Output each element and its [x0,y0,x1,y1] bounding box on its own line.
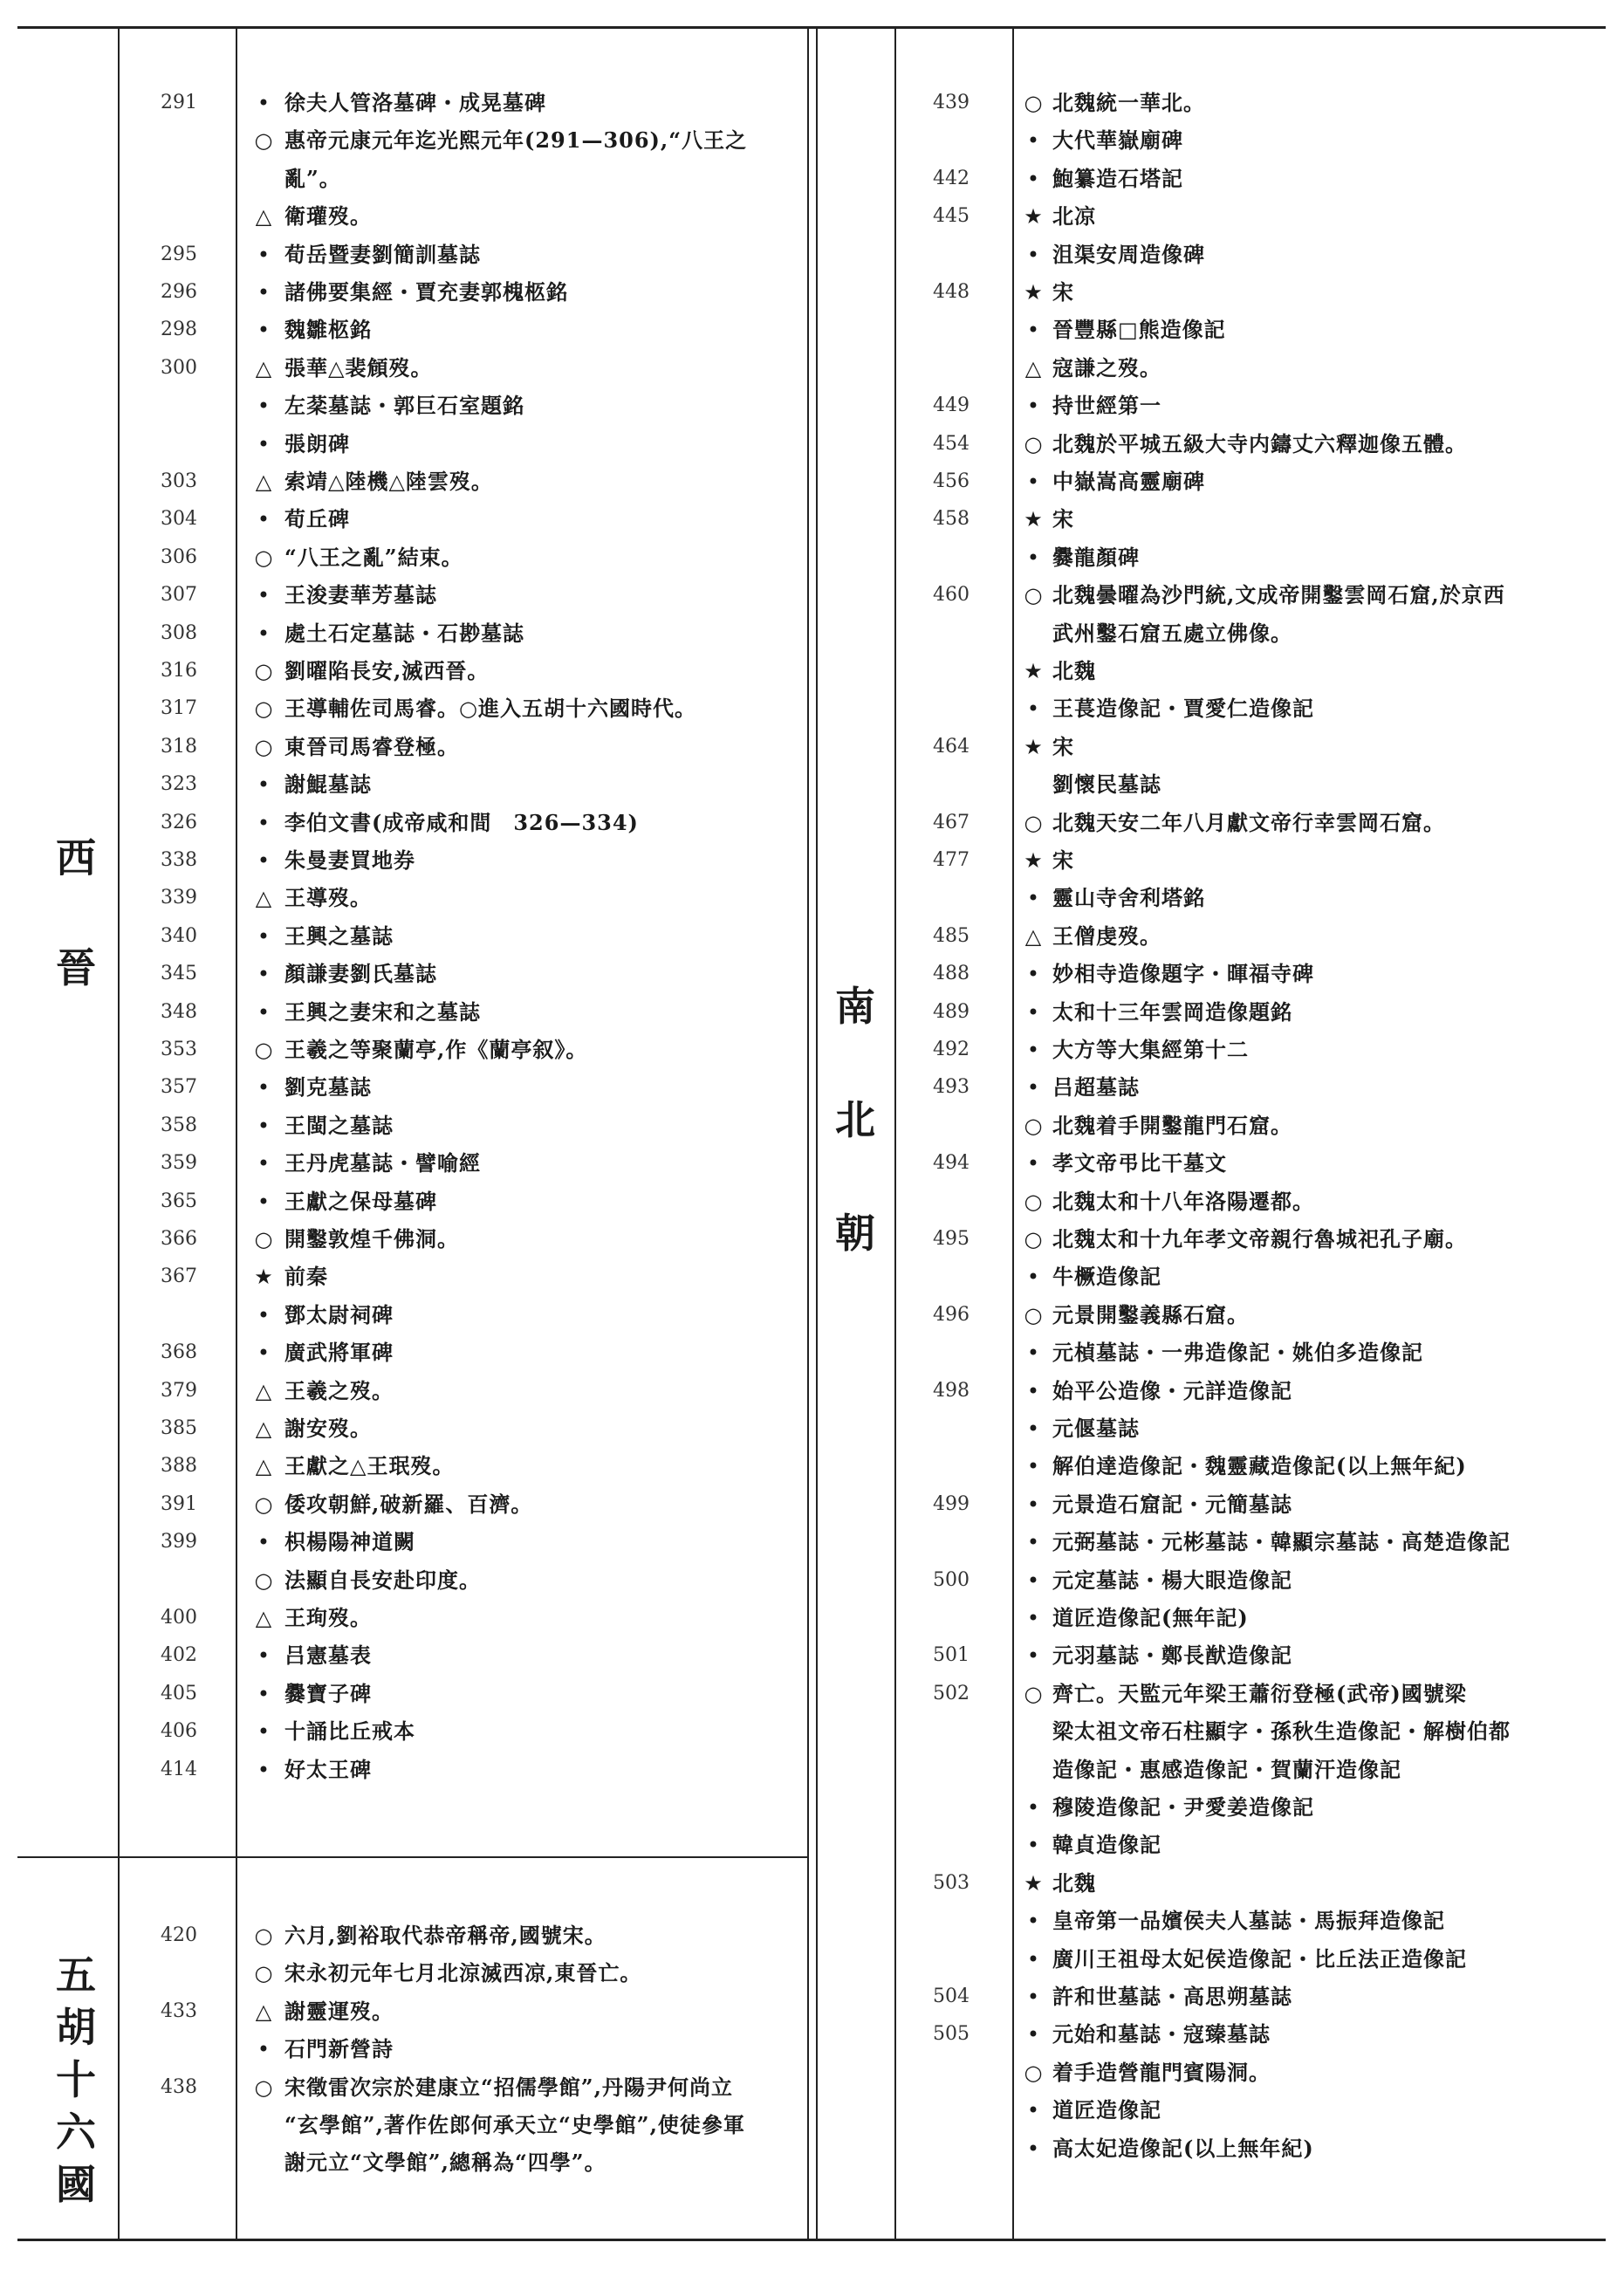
entry-marker-icon: • [257,1643,271,1669]
year-cell: 385 [161,1417,197,1439]
entry-marker-icon: ★ [1024,659,1043,683]
entry-marker-icon: • [1026,1606,1040,1630]
entry-text: 高太妃造像記(以上無年紀) [1052,2135,1314,2161]
entry-text: 道匠造像記 [1052,2097,1161,2123]
entry-text: “八王之亂”結束。 [284,544,463,570]
entry-marker-icon: △ [255,1416,272,1441]
timeline-row [0,1864,1096,1903]
entry-text: 韓貞造像記 [1052,1832,1161,1858]
entry-text: 荀丘碑 [284,506,350,532]
entry-marker-icon: △ [255,1606,272,1630]
entry-marker-icon: • [1026,318,1040,343]
entry-text: 謝安歿。 [284,1416,372,1441]
entry-marker-icon: • [1026,470,1040,494]
entry-text: 沮渠安周造像碑 [1052,241,1205,267]
year-cell: 495 [933,1228,970,1250]
entry-text: 惠帝元康元年迄光熙元年(291—306),“八王之 [284,127,748,154]
year-cell: 339 [161,887,197,909]
entry-text: 王僧虔歿。 [1052,922,1161,949]
entry-marker-icon: ○ [1024,1113,1043,1138]
entry-text: 王興之妻宋和之墓誌 [284,998,481,1025]
entry-marker-icon: • [257,1341,271,1366]
entry-marker-icon: • [257,848,271,873]
year-cell: 494 [933,1152,970,1175]
entry-text: 元定墓誌・楊大眼造像記 [1052,1567,1292,1593]
entry-marker-icon: ○ [254,1567,273,1593]
entry-marker-icon: ○ [1024,91,1043,115]
entry-text: 王珣歿。 [284,1605,372,1630]
entry-text: 王浚妻華芳墓誌 [284,582,437,608]
year-cell: 345 [161,963,197,985]
entry-text: 宋 [1052,279,1074,305]
entry-marker-icon: ○ [254,659,273,683]
entry-marker-icon: ○ [254,1924,273,1948]
entry-marker-icon: • [257,962,271,987]
entry-marker-icon: • [257,772,271,798]
entry-text: 王丹虎墓誌・譬喻經 [284,1150,481,1176]
entry-marker-icon: • [257,507,271,532]
entry-marker-icon: ○ [254,1227,273,1252]
entry-text: 張朗碑 [284,430,350,456]
entry-text: 顏謙妻劉氏墓誌 [284,961,437,987]
entry-marker-icon: • [1026,545,1040,570]
entry-marker-icon: ○ [1024,810,1043,835]
entry-marker-icon: • [1026,886,1040,911]
entry-text: 牛橛造像記 [1052,1264,1161,1290]
entry-text: 謝鯤墓誌 [284,772,372,798]
entry-text: “玄學館”,著作佐郎何承天立“史學館”,使徒參軍 [284,2112,745,2137]
entry-text: 王獻之保母墓碑 [284,1188,437,1214]
year-cell: 402 [161,1644,197,1667]
year-cell: 295 [161,243,197,265]
entry-marker-icon: ○ [254,734,273,759]
year-cell: 500 [933,1568,970,1591]
year-cell: 338 [161,849,197,871]
year-cell: 445 [933,205,970,228]
year-cell: 460 [933,584,970,607]
entry-text: 王閩之墓誌 [284,1112,394,1138]
year-cell: 400 [161,1607,197,1629]
entry-marker-icon: • [1026,1795,1040,1820]
year-cell: 488 [933,963,970,985]
year-cell: 496 [933,1303,970,1326]
entry-text: 齊亡。天監元年梁王蕭衍登極(武帝)國號梁 [1052,1680,1467,1706]
year-cell: 317 [161,697,197,720]
entry-text: 道匠造像記(無年記) [1052,1605,1249,1630]
year-cell: 304 [161,508,197,531]
entry-marker-icon: • [257,318,271,343]
entry-marker-icon: • [1026,1454,1040,1479]
entry-text: 吕超墓誌 [1052,1074,1140,1101]
entry-text: 魏雛柩銘 [284,317,372,343]
era-character: 朝 [835,1210,875,1257]
year-cell: 420 [161,1924,197,1946]
entry-marker-icon: ★ [1024,507,1043,532]
entry-marker-icon: ○ [254,696,273,722]
entry-text: 十誦比丘戒本 [284,1718,415,1745]
year-cell: 505 [933,2023,970,2046]
entry-marker-icon: △ [255,470,272,494]
entry-marker-icon: ○ [254,1492,273,1517]
entry-marker-icon: ★ [1024,204,1043,230]
entry-marker-icon: • [1026,962,1040,987]
entry-text: 諸佛要集經・賈充妻郭槐柩銘 [284,279,568,305]
year-cell: 359 [161,1152,197,1175]
entry-text: 宋 [1052,733,1074,759]
entry-text: 徐夫人管洛墓碑・成晃墓碑 [284,90,546,115]
entry-text: 衛瓘歿。 [284,203,372,230]
entry-marker-icon: • [257,1113,271,1138]
entry-text: 元景造石窟記・元簡墓誌 [1052,1491,1292,1517]
entry-text: 王萇造像記・賈愛仁造像記 [1052,696,1314,722]
year-cell: 326 [161,811,197,833]
entry-text: 許和世墓誌・高思朔墓誌 [1052,1984,1292,2009]
year-cell: 318 [161,735,197,758]
entry-marker-icon: ★ [254,1265,273,1290]
entry-marker-icon: ○ [254,1961,273,1986]
entry-text: 梁太祖文帝石柱顯字・孫秋生造像記・解樹伯都 [1052,1718,1511,1745]
year-cell: 296 [161,281,197,303]
era-character: 南 [835,983,875,1030]
entry-marker-icon: • [1026,2136,1040,2161]
entry-marker-icon: • [1026,1151,1040,1176]
entry-marker-icon: • [1026,1530,1040,1555]
entry-marker-icon: ○ [1024,583,1043,608]
entry-text: 北凉 [1052,203,1096,230]
year-cell: 414 [161,1758,197,1780]
year-cell: 489 [933,1000,970,1023]
entry-text: 宋 [1052,847,1074,873]
entry-marker-icon: ★ [1024,1870,1043,1896]
year-cell: 348 [161,1000,197,1023]
entry-marker-icon: • [257,1757,271,1782]
year-cell: 501 [933,1644,970,1667]
entry-marker-icon: ★ [1024,848,1043,873]
era-character: 六 [56,2109,96,2156]
entry-text: 吕憲墓表 [284,1642,372,1669]
entry-marker-icon: ○ [254,545,273,570]
entry-text: 劉曜陷長安,滅西晉。 [284,658,490,683]
entry-marker-icon: • [1026,999,1040,1025]
entry-marker-icon: • [257,2037,271,2062]
year-cell: 399 [161,1531,197,1553]
year-cell: 439 [933,92,970,113]
year-cell: 340 [161,924,197,947]
entry-text: 王羲之歿。 [284,1377,394,1403]
entry-text: 張華△裴頠歿。 [284,354,433,381]
year-cell: 464 [933,735,970,758]
entry-marker-icon: • [1026,1946,1040,1972]
era-character: 十 [56,2056,96,2103]
entry-text: 處土石定墓誌・石尠墓誌 [284,620,524,646]
entry-text: 倭攻朝鮮,破新羅、百濟。 [284,1491,533,1517]
year-cell: 303 [161,470,197,492]
year-cell: 357 [161,1076,197,1099]
entry-marker-icon: • [1026,1416,1040,1441]
entry-marker-icon: • [257,1719,271,1745]
entry-text: 着手造營龍門賓陽洞。 [1052,2059,1271,2085]
entry-text: 劉克墓誌 [284,1074,372,1101]
year-cell: 406 [161,1720,197,1743]
entry-text: 解伯達造像記・魏靈藏造像記(以上無年紀) [1052,1453,1467,1479]
entry-text: 北魏 [1052,1869,1096,1896]
entry-text: 始平公造像・元詳造像記 [1052,1377,1292,1403]
entry-text: 開鑿敦煌千佛洞。 [284,1226,459,1252]
era-character: 五 [56,1951,96,1999]
entry-marker-icon: △ [255,355,272,381]
entry-text: 北魏着手開鑿龍門石窟。 [1052,1112,1292,1138]
year-cell: 458 [933,508,970,531]
entry-marker-icon: • [1026,128,1040,154]
entry-text: 元景開鑿義縣石窟。 [1052,1301,1249,1327]
entry-marker-icon: • [257,1189,271,1214]
year-cell: 442 [933,167,970,189]
entry-marker-icon: ○ [1024,1302,1043,1327]
entry-text: 穆陵造像記・尹愛姜造像記 [1052,1794,1314,1820]
entry-marker-icon: △ [255,886,272,911]
entry-marker-icon: • [257,1530,271,1555]
year-cell: 367 [161,1265,197,1288]
entry-text: 造像記・惠感造像記・賀蘭汗造像記 [1052,1756,1401,1782]
entry-marker-icon: • [257,280,271,305]
year-cell: 454 [933,432,970,455]
entry-marker-icon: △ [255,204,272,230]
entry-marker-icon: • [1026,1075,1040,1101]
year-cell: 300 [161,356,197,379]
entry-text: 枳楊陽神道闕 [284,1529,415,1555]
year-cell: 388 [161,1455,197,1478]
entry-text: 靈山寺舍利塔銘 [1052,885,1205,911]
year-cell: 492 [933,1039,970,1060]
year-cell: 433 [161,1999,197,2022]
entry-marker-icon: • [1026,1833,1040,1858]
entry-text: 北魏統一華北。 [1052,90,1205,115]
entry-marker-icon: ○ [1024,431,1043,456]
year-cell: 306 [161,545,197,568]
entry-marker-icon: △ [255,1378,272,1403]
entry-text: 前秦 [284,1264,328,1290]
entry-text: 太和十三年雲岡造像題銘 [1052,998,1292,1025]
entry-marker-icon: • [257,923,271,949]
year-cell: 366 [161,1228,197,1250]
entry-text: 皇帝第一品嬪侯夫人墓誌・馬振拜造像記 [1052,1908,1445,1934]
entry-marker-icon: • [1026,2022,1040,2047]
entry-text: 宋 [1052,506,1074,532]
year-cell: 358 [161,1114,197,1136]
entry-marker-icon: ★ [1024,734,1043,759]
entry-text: 寇謙之歿。 [1052,354,1161,381]
year-cell: 449 [933,394,970,417]
era-character: 西 [56,834,96,881]
year-cell: 368 [161,1341,197,1364]
entry-text: 北魏太和十八年洛陽遷都。 [1052,1188,1314,1214]
entry-marker-icon: • [1026,394,1040,419]
year-cell: 298 [161,319,197,341]
entry-marker-icon: • [257,810,271,835]
entry-text: 北魏 [1052,658,1096,683]
entry-marker-icon: ○ [254,128,273,154]
entry-marker-icon: △ [1024,355,1042,381]
entry-marker-icon: • [257,1302,271,1327]
entry-marker-icon: • [1026,242,1040,267]
entry-text: 元始和墓誌・寇臻墓誌 [1052,2021,1271,2047]
entry-marker-icon: △ [255,1454,272,1479]
year-cell: 308 [161,621,197,644]
entry-text: 宋永初元年七月北涼滅西凉,東晉亡。 [284,1960,642,1986]
entry-text: 爨龍顏碑 [1052,544,1140,570]
era-character: 國 [56,2161,96,2208]
year-cell: 391 [161,1492,197,1515]
entry-marker-icon: • [1026,166,1040,191]
entry-marker-icon: • [257,242,271,267]
year-cell: 504 [933,1985,970,2007]
timeline-row [0,1826,1161,1864]
entry-marker-icon: • [257,1075,271,1101]
entry-marker-icon: • [1026,2098,1040,2123]
entry-text: 元楨墓誌・一弗造像記・姚伯多造像記 [1052,1340,1423,1366]
year-cell: 323 [161,773,197,796]
entry-marker-icon: ○ [1024,1227,1043,1252]
entry-text: 朱曼妻買地券 [284,847,415,873]
entry-text: 王導歿。 [284,885,372,911]
entry-marker-icon: ○ [1024,1681,1043,1706]
entry-marker-icon: • [1026,1038,1040,1062]
year-cell: 485 [933,924,970,947]
year-cell: 307 [161,584,197,607]
entry-text: 王導輔佐司馬睿。○進入五胡十六國時代。 [284,696,696,722]
entry-text: 李伯文書(成帝咸和間 326—334) [284,809,639,835]
entry-marker-icon: ★ [1024,280,1043,305]
entry-marker-icon: • [257,431,271,456]
entry-marker-icon: • [257,91,271,115]
entry-marker-icon: • [1026,1643,1040,1669]
year-cell: 498 [933,1379,970,1402]
entry-marker-icon: • [1026,696,1040,722]
entry-text: 元弼墓誌・元彬墓誌・韓顯宗墓誌・高楚造像記 [1052,1529,1511,1555]
entry-marker-icon: • [1026,1985,1040,2009]
year-cell: 456 [933,470,970,492]
year-cell: 467 [933,811,970,833]
entry-text: 劉懷民墓誌 [1052,772,1161,798]
entry-text: 王羲之等聚蘭亭,作《蘭亭叙》。 [284,1037,588,1062]
entry-text: 中嶽嵩高靈廟碑 [1052,469,1205,494]
entry-marker-icon: • [1026,1492,1040,1517]
entry-text: 大方等大集經第十二 [1052,1037,1249,1062]
entry-marker-icon: • [257,1681,271,1706]
entry-marker-icon: • [1026,1378,1040,1403]
year-cell: 353 [161,1039,197,1060]
entry-marker-icon: • [1026,1265,1040,1290]
year-cell: 379 [161,1379,197,1402]
entry-text: 宋徵雷次宗於建康立“招儒學館”,丹陽尹何尚立 [284,2074,733,2100]
era-character: 晉 [56,944,96,991]
entry-text: 法顯自長安赴印度。 [284,1567,481,1593]
year-cell: 448 [933,281,970,303]
entry-text: 北魏太和十九年孝文帝親行魯城祀孔子廟。 [1052,1226,1467,1252]
entry-text: 石門新營詩 [284,2036,394,2062]
entry-text: 廣武將軍碑 [284,1340,394,1366]
entry-text: 亂”。 [284,165,341,191]
entry-text: 武州鑿石窟五處立佛像。 [1052,620,1292,646]
entry-text: 元偃墓誌 [1052,1416,1140,1441]
entry-marker-icon: • [1026,1341,1040,1366]
year-cell: 499 [933,1492,970,1515]
year-cell: 405 [161,1682,197,1704]
year-cell: 503 [933,1871,970,1894]
year-cell: 502 [933,1682,970,1704]
entry-text: 持世經第一 [1052,393,1161,419]
entry-marker-icon: • [257,999,271,1025]
entry-text: 晉豐縣□熊造像記 [1052,317,1226,343]
year-cell: 438 [161,2075,197,2098]
entry-marker-icon: • [1026,1909,1040,1934]
entry-marker-icon: ○ [254,1038,273,1062]
entry-marker-icon: • [257,583,271,608]
entry-text: 北魏天安二年八月獻文帝行幸雲岡石窟。 [1052,809,1445,835]
entry-text: 鄧太尉祠碑 [284,1301,394,1327]
entry-marker-icon: • [257,621,271,646]
entry-text: 廣川王祖母太妃侯造像記・比丘法正造像記 [1052,1945,1467,1972]
timeline-row [0,160,1183,198]
entry-marker-icon: △ [255,1999,272,2024]
era-character: 胡 [56,2004,96,2051]
entry-marker-icon: ○ [1024,1189,1043,1214]
entry-text: 六月,劉裕取代恭帝稱帝,國號宋。 [284,1923,606,1948]
year-cell: 477 [933,849,970,871]
entry-marker-icon: • [1026,1567,1040,1593]
year-cell: 365 [161,1190,197,1212]
entry-marker-icon: △ [1024,923,1042,949]
entry-text: 爨寶子碑 [284,1680,372,1706]
entry-text: 謝靈運歿。 [284,1998,394,2024]
timeline-row [0,1788,1314,1827]
entry-text: 孝文帝弔比干墓文 [1052,1150,1227,1176]
entry-text: 元羽墓誌・鄭長猷造像記 [1052,1642,1292,1669]
entry-text: 妙相寺造像題字・暉福寺碑 [1052,961,1314,987]
year-cell: 316 [161,660,197,682]
entry-marker-icon: • [257,1151,271,1176]
year-cell: 291 [161,92,197,113]
entry-marker-icon: ○ [1024,2060,1043,2085]
entry-text: 左棻墓誌・郭巨石室題銘 [284,393,524,419]
entry-text: 索靖△陸機△陸雲歿。 [284,469,493,494]
entry-text: 王獻之△王珉歿。 [284,1453,455,1479]
entry-text: 鮑纂造石塔記 [1052,165,1183,191]
era-character: 北 [835,1096,875,1143]
entry-marker-icon: ○ [254,2075,273,2100]
entry-text: 荀岳暨妻劉簡訓墓誌 [284,241,481,267]
entry-text: 王興之墓誌 [284,922,394,949]
entry-text: 謝元立“文學館”,總稱為“四學”。 [284,2150,606,2176]
entry-text: 東晉司馬睿登極。 [284,733,459,759]
entry-marker-icon: • [257,394,271,419]
entry-text: 好太王碑 [284,1756,372,1782]
year-cell: 493 [933,1076,970,1099]
entry-text: 北魏曇曜為沙門統,文成帝開鑿雲岡石窟,於京西 [1052,582,1505,608]
entry-text: 大代華嶽廟碑 [1052,127,1183,154]
entry-text: 北魏於平城五級大寺内鑄丈六釋迦像五體。 [1052,430,1467,456]
